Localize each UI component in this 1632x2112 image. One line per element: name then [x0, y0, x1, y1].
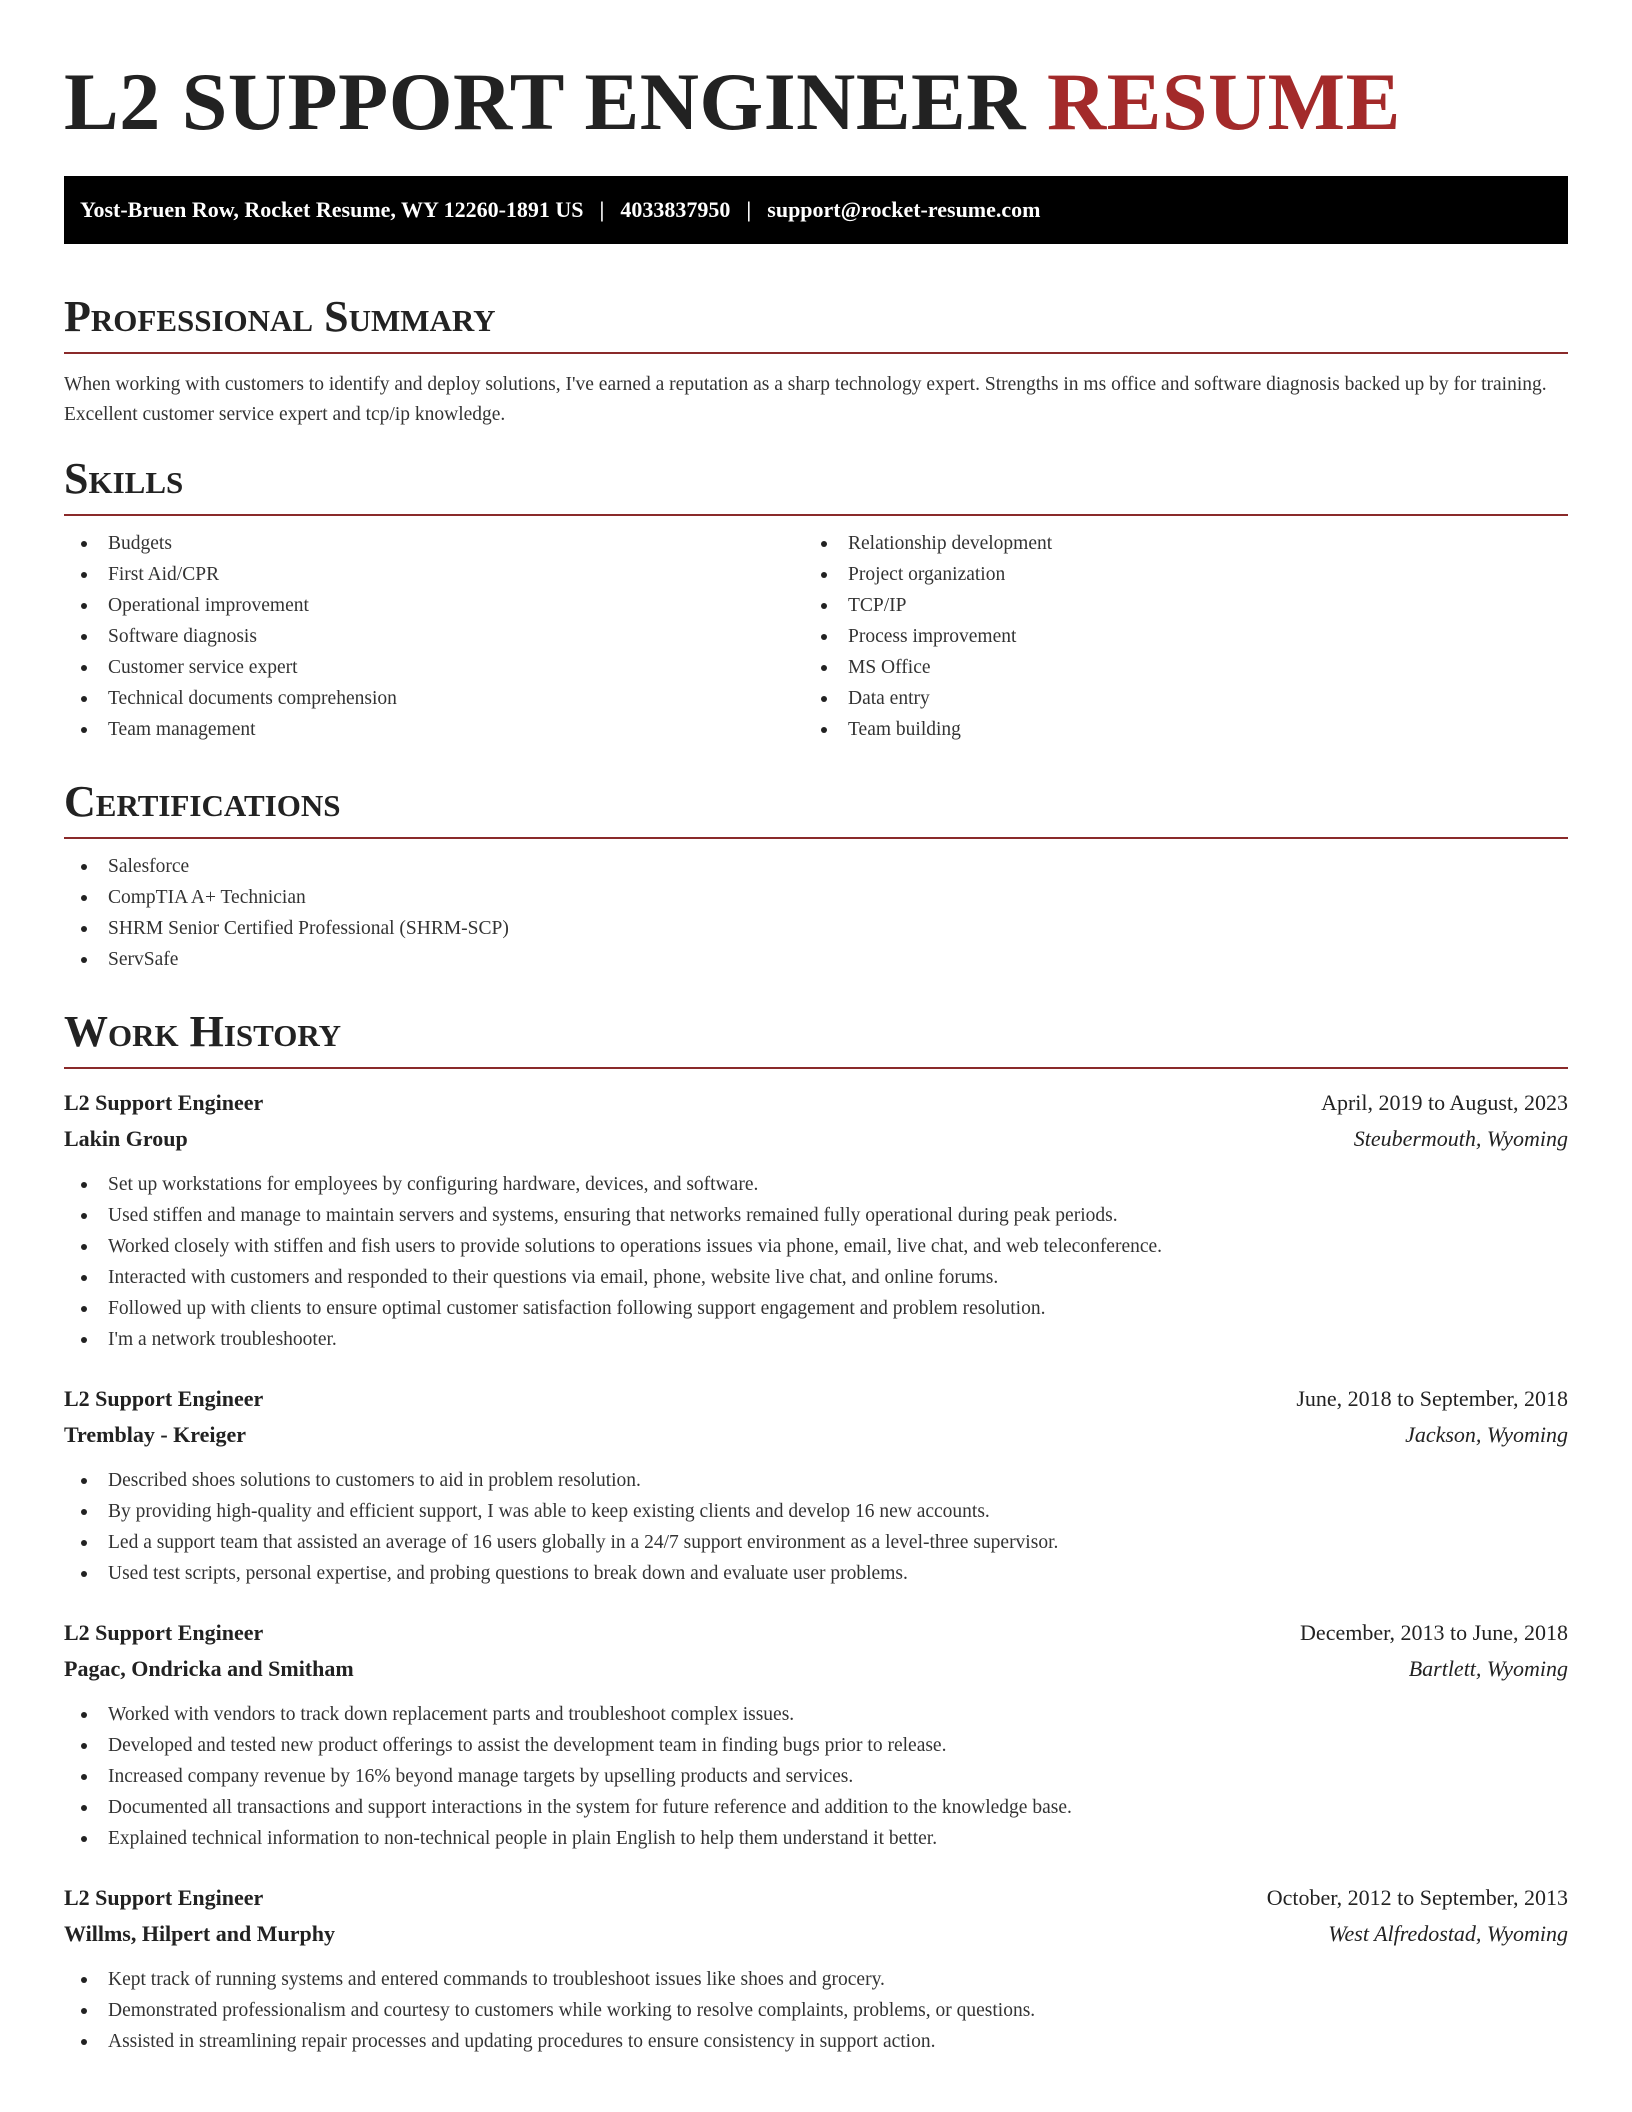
job-title: L2 Support Engineer [64, 1386, 264, 1411]
job-location: Jackson, Wyoming [1405, 1422, 1568, 1447]
title-accent: RESUME [1046, 56, 1401, 147]
certifications-heading: Certifications [64, 775, 1568, 839]
skill-item: Technical documents comprehension [64, 683, 804, 714]
job-subheader-row [64, 1916, 1568, 1952]
certification-item: SHRM Senior Certified Professional (SHRM-SCP) [64, 913, 1568, 944]
job-company: Willms, Hilpert and Murphy [64, 1921, 335, 1946]
job-title: L2 Support Engineer [64, 1620, 264, 1645]
job-bullet: Explained technical information to non-technical people in plain English to help them understand it better. [64, 1823, 1568, 1854]
resume-page [64, 0, 1568, 2057]
job-subheader-row [64, 1651, 1568, 1687]
work-history-section [64, 1005, 1568, 2057]
skills-grid [64, 516, 1568, 745]
job-bullet: Increased company revenue by 16% beyond manage targets by upselling products and services. [64, 1761, 1568, 1792]
skill-item: Data entry [804, 683, 1544, 714]
job-bullets [64, 1169, 1568, 1355]
job-location: Bartlett, Wyoming [1408, 1656, 1568, 1681]
job-entry [64, 1880, 1568, 2057]
resume-title [64, 52, 1568, 152]
skill-item: Process improvement [804, 621, 1544, 652]
skill-item: TCP/IP [804, 590, 1544, 621]
skills-section [64, 452, 1568, 745]
job-subheader-row [64, 1121, 1568, 1157]
job-company: Tremblay - Kreiger [64, 1422, 247, 1447]
title-main: L2 SUPPORT ENGINEER [64, 56, 1026, 147]
contact-address: Yost-Bruen Row, Rocket Resume, WY 12260-1891 US [80, 197, 584, 222]
job-header-row [64, 1085, 1568, 1121]
skill-item: Team management [64, 714, 804, 745]
skill-item: Customer service expert [64, 652, 804, 683]
job-company: Pagac, Ondricka and Smitham [64, 1656, 354, 1681]
contact-email: support@rocket-resume.com [767, 197, 1041, 222]
summary-text: When working with customers to identify and deploy solutions, I've earned a reputation as a sharp technology expert. Strengths in ms office and software diagnosis backed up by for training. Excellent customer service expert and tcp/ip knowledge. [64, 374, 1547, 425]
job-bullet: Described shoes solutions to customers to aid in problem resolution. [64, 1465, 1568, 1496]
job-subheader-row [64, 1417, 1568, 1453]
job-bullets [64, 1465, 1568, 1589]
certification-item: CompTIA A+ Technician [64, 882, 1568, 913]
skill-item: Project organization [804, 559, 1544, 590]
skill-item: Team building [804, 714, 1544, 745]
job-location: Steubermouth, Wyoming [1353, 1126, 1568, 1151]
job-dates: December, 2013 to June, 2018 [1300, 1620, 1568, 1645]
job-bullet: Kept track of running systems and entered commands to troubleshoot issues like shoes and grocery. [64, 1964, 1568, 1995]
certifications-list [64, 851, 1568, 975]
job-bullets [64, 1964, 1568, 2057]
skills-list-right [804, 528, 1544, 745]
skill-item: Relationship development [804, 528, 1544, 559]
contact-separator: | [746, 197, 752, 222]
job-bullet: Documented all transactions and support interactions in the system for future reference and addition to the knowledge base. [64, 1792, 1568, 1823]
job-bullet: Worked with vendors to track down replacement parts and troubleshoot complex issues. [64, 1699, 1568, 1730]
job-header-row [64, 1880, 1568, 1916]
job-title: L2 Support Engineer [64, 1885, 264, 1910]
job-title: L2 Support Engineer [64, 1090, 264, 1115]
job-entry [64, 1615, 1568, 1854]
job-bullet: Worked closely with stiffen and fish users to provide solutions to operations issues via phone, email, live chat, and web teleconference. [64, 1231, 1568, 1262]
job-bullet: Interacted with customers and responded to their questions via email, phone, website live chat, and online forums. [64, 1262, 1568, 1293]
job-bullet: I'm a network troubleshooter. [64, 1324, 1568, 1355]
skill-item: MS Office [804, 652, 1544, 683]
job-dates: June, 2018 to September, 2018 [1296, 1386, 1568, 1411]
job-bullet: Followed up with clients to ensure optimal customer satisfaction following support engagement and problem resolution. [64, 1293, 1568, 1324]
job-dates: April, 2019 to August, 2023 [1321, 1090, 1568, 1115]
job-entry [64, 1085, 1568, 1355]
contact-phone: 4033837950 [620, 197, 731, 222]
job-bullet: By providing high-quality and efficient support, I was able to keep existing clients and develop 16 new accounts. [64, 1496, 1568, 1527]
job-bullet: Used stiffen and manage to maintain servers and systems, ensuring that networks remained fully operational during peak periods. [64, 1200, 1568, 1231]
job-entry [64, 1381, 1568, 1589]
job-bullet: Set up workstations for employees by configuring hardware, devices, and software. [64, 1169, 1568, 1200]
summary-heading: Professional Summary [64, 290, 1568, 354]
job-bullet: Used test scripts, personal expertise, and probing questions to break down and evaluate user problems. [64, 1558, 1568, 1589]
skill-item: First Aid/CPR [64, 559, 804, 590]
certifications-section [64, 775, 1568, 975]
work-history-heading: Work History [64, 1005, 1568, 1069]
job-company: Lakin Group [64, 1126, 188, 1151]
job-bullet: Assisted in streamlining repair processes and updating procedures to ensure consistency in support action. [64, 2026, 1568, 2057]
skill-item: Software diagnosis [64, 621, 804, 652]
job-bullet: Led a support team that assisted an average of 16 users globally in a 24/7 support environment as a level-three supervisor. [64, 1527, 1568, 1558]
skills-heading: Skills [64, 452, 1568, 516]
job-bullet: Demonstrated professionalism and courtesy to customers while working to resolve complaints, problems, or questions. [64, 1995, 1568, 2026]
skill-item: Operational improvement [64, 590, 804, 621]
job-header-row [64, 1615, 1568, 1651]
certification-item: Salesforce [64, 851, 1568, 882]
summary-section [64, 290, 1568, 430]
job-bullets [64, 1699, 1568, 1854]
skills-list-left [64, 528, 804, 745]
contact-separator: | [599, 197, 605, 222]
job-bullet: Developed and tested new product offerings to assist the development team in finding bugs prior to release. [64, 1730, 1568, 1761]
contact-bar [64, 176, 1568, 244]
job-dates: October, 2012 to September, 2013 [1266, 1885, 1568, 1910]
skill-item: Budgets [64, 528, 804, 559]
job-header-row [64, 1381, 1568, 1417]
certification-item: ServSafe [64, 944, 1568, 975]
job-location: West Alfredostad, Wyoming [1328, 1921, 1568, 1946]
